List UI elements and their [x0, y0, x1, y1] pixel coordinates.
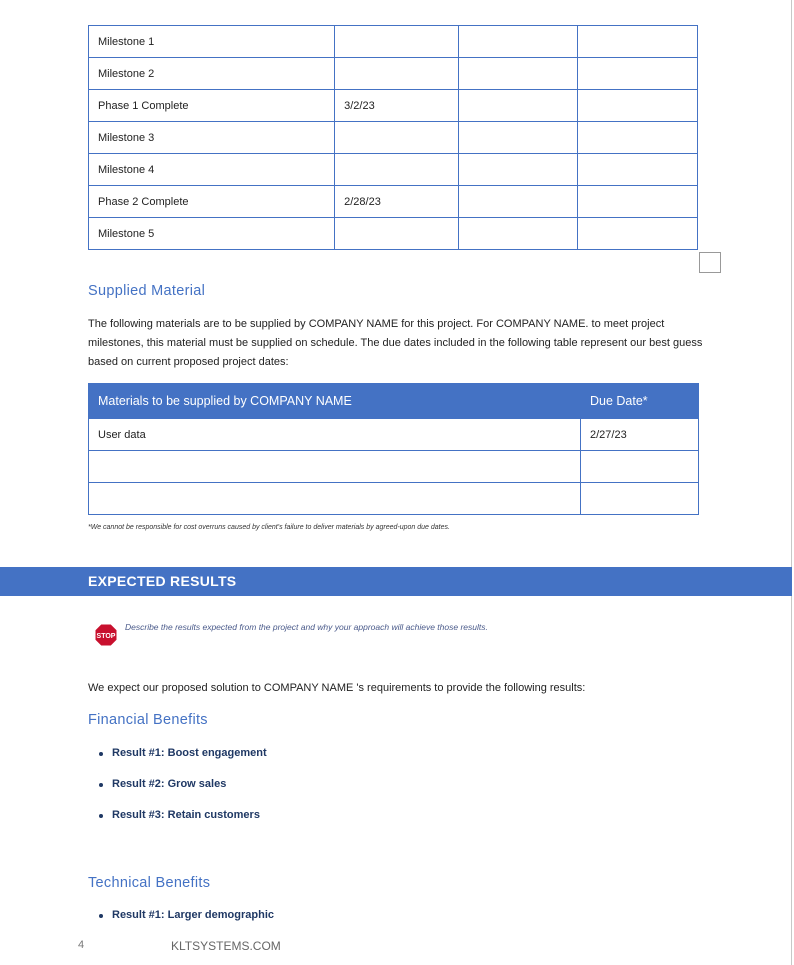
supplied-material-heading: Supplied Material — [88, 283, 206, 299]
materials-header: Materials to be supplied by COMPANY NAME — [89, 384, 581, 419]
milestone-date — [335, 122, 459, 154]
footer-site: KLTSYSTEMS.COM — [171, 939, 281, 953]
results-intro: We expect our proposed solution to COMPANY NAME 's requirements to provide the following results: — [88, 682, 586, 694]
empty-cell — [459, 186, 578, 218]
material-name — [89, 483, 581, 515]
due-date — [581, 451, 699, 483]
table-row — [89, 419, 699, 451]
milestone-date — [335, 58, 459, 90]
material-name — [89, 451, 581, 483]
list-item: Result #1: Larger demographic — [88, 909, 274, 921]
empty-cell — [459, 26, 578, 58]
stop-label: STOP — [96, 633, 116, 640]
empty-cell — [578, 122, 698, 154]
financial-list — [88, 747, 267, 821]
due-date-header: Due Date* — [581, 384, 699, 419]
milestone-name: Milestone 1 — [89, 26, 335, 58]
stop-sign-icon — [94, 623, 118, 647]
supplied-material-paragraph: The following materials are to be supplied by COMPANY NAME for this project. For COMPANY NAME. to meet project milestones, this material must be supplied on schedule. The due dates included in the following table represent our best guess based on current proposed project dates: — [88, 318, 703, 368]
empty-cell — [459, 58, 578, 90]
milestone-name: Phase 1 Complete — [89, 90, 335, 122]
empty-cell — [578, 218, 698, 250]
instruction-text: Describe the results expected from the project and why your approach will achieve those results. — [125, 622, 488, 632]
page-edge — [791, 0, 792, 965]
page-number: 4 — [78, 939, 85, 951]
list-item: Result #3: Retain customers — [88, 809, 267, 821]
empty-cell — [459, 90, 578, 122]
milestone-name: Milestone 5 — [89, 218, 335, 250]
table-row — [89, 218, 698, 250]
milestone-date — [335, 154, 459, 186]
empty-cell — [459, 218, 578, 250]
expected-results-title: EXPECTED RESULTS — [88, 573, 237, 589]
empty-cell — [459, 154, 578, 186]
table-row — [89, 90, 698, 122]
material-name: User data — [89, 419, 581, 451]
milestone-name: Milestone 2 — [89, 58, 335, 90]
empty-cell — [578, 154, 698, 186]
milestone-date: 3/2/23 — [335, 90, 459, 122]
milestone-date: 2/28/23 — [335, 186, 459, 218]
financial-benefits-heading: Financial Benefits — [88, 712, 208, 728]
expected-results-banner — [0, 567, 792, 596]
footnote: *We cannot be responsible for cost overruns caused by client's failure to deliver materials by agreed-upon due dates. — [88, 524, 450, 531]
table-row — [89, 122, 698, 154]
technical-benefits-heading: Technical Benefits — [88, 875, 211, 891]
table-row — [89, 58, 698, 90]
table-row — [89, 154, 698, 186]
empty-cell — [578, 26, 698, 58]
empty-cell — [459, 122, 578, 154]
due-date: 2/27/23 — [581, 419, 699, 451]
table-row — [89, 451, 699, 483]
milestone-name: Phase 2 Complete — [89, 186, 335, 218]
milestone-date — [335, 218, 459, 250]
list-item: Result #1: Boost engagement — [88, 747, 267, 759]
table-row — [89, 26, 698, 58]
due-date — [581, 483, 699, 515]
empty-cell — [578, 58, 698, 90]
table-row — [89, 483, 699, 515]
technical-list — [88, 909, 274, 921]
materials-table — [88, 383, 699, 515]
milestone-name: Milestone 4 — [89, 154, 335, 186]
milestones-table — [88, 25, 698, 250]
table-resize-handle[interactable] — [699, 252, 721, 273]
list-item: Result #2: Grow sales — [88, 778, 267, 790]
milestone-date — [335, 26, 459, 58]
empty-cell — [578, 90, 698, 122]
table-row — [89, 186, 698, 218]
milestone-name: Milestone 3 — [89, 122, 335, 154]
empty-cell — [578, 186, 698, 218]
